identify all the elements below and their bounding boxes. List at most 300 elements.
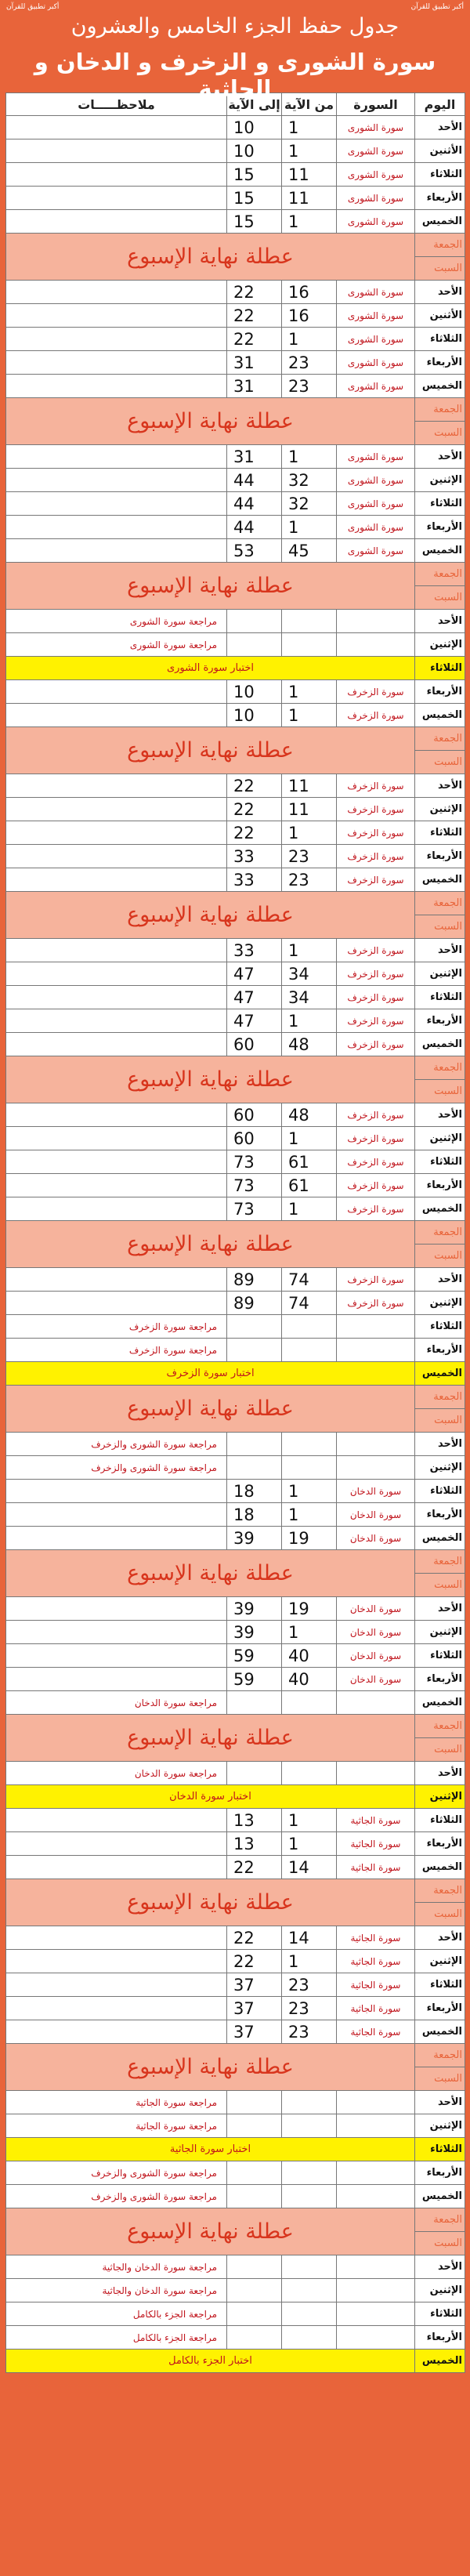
to-verse-cell: 18 — [227, 1480, 282, 1503]
weekend-row — [6, 1715, 465, 1738]
surah-cell: سورة الشورى — [337, 469, 415, 492]
day-cell: الخميس — [415, 375, 465, 398]
from-verse-cell — [282, 2302, 337, 2326]
table-row — [6, 1832, 465, 1856]
notes-cell — [6, 986, 227, 1009]
day-cell: الإثنين — [415, 962, 465, 986]
day-cell: السبت — [415, 1574, 465, 1597]
day-cell: الجمعة — [415, 1056, 465, 1080]
weekend-row — [6, 2044, 465, 2067]
day-cell: الأحد — [415, 1433, 465, 1456]
surah-cell: سورة الجاثية — [337, 1997, 415, 2020]
to-verse-cell — [227, 1456, 282, 1480]
table-row — [6, 1973, 465, 1997]
from-verse-cell — [282, 633, 337, 657]
from-verse-cell: 16 — [282, 281, 337, 304]
notes-cell — [6, 281, 227, 304]
table-row — [6, 845, 465, 868]
notes-cell — [6, 469, 227, 492]
column-header-day: اليوم — [415, 93, 465, 116]
from-verse-cell: 11 — [282, 774, 337, 798]
day-cell: الأربعاء — [415, 1174, 465, 1197]
notes-cell: مراجعة الجزء بالكامل — [6, 2326, 227, 2350]
from-verse-cell: 19 — [282, 1527, 337, 1550]
from-verse-cell: 11 — [282, 163, 337, 187]
weekend-banner: عطلة نهاية الإسبوع — [6, 1386, 415, 1433]
to-verse-cell: 73 — [227, 1197, 282, 1221]
table-row — [6, 469, 465, 492]
to-verse-cell: 39 — [227, 1527, 282, 1550]
to-verse-cell: 73 — [227, 1150, 282, 1174]
table-row — [6, 2302, 465, 2326]
from-verse-cell: 1 — [282, 1503, 337, 1527]
notes-cell — [6, 868, 227, 892]
to-verse-cell: 15 — [227, 163, 282, 187]
table-row — [6, 539, 465, 563]
table-row — [6, 1762, 465, 1785]
table-row — [6, 1433, 465, 1456]
notes-cell — [6, 1856, 227, 1879]
day-cell: الخميس — [415, 539, 465, 563]
day-cell: السبت — [415, 586, 465, 610]
weekend-row — [6, 1386, 465, 1409]
day-cell: الثلاثاء — [415, 657, 465, 680]
day-cell: الخميس — [415, 1033, 465, 1056]
notes-cell — [6, 1973, 227, 1997]
to-verse-cell: 47 — [227, 1009, 282, 1033]
notes-cell — [6, 680, 227, 704]
from-verse-cell: 1 — [282, 1809, 337, 1832]
exam-row — [6, 2138, 465, 2161]
day-cell: الخميس — [415, 2185, 465, 2208]
day-cell: الأربعاء — [415, 351, 465, 375]
day-cell: الأحد — [415, 774, 465, 798]
surah-cell: سورة الدخان — [337, 1621, 415, 1644]
table-row — [6, 962, 465, 986]
day-cell: الخميس — [415, 2350, 465, 2373]
day-cell: الخميس — [415, 1197, 465, 1221]
surah-cell: سورة الزخرف — [337, 868, 415, 892]
to-verse-cell — [227, 2114, 282, 2138]
table-row — [6, 939, 465, 962]
table-row — [6, 2091, 465, 2114]
to-verse-cell: 44 — [227, 469, 282, 492]
table-row — [6, 774, 465, 798]
day-cell: السبت — [415, 751, 465, 774]
day-cell: الأربعاء — [415, 845, 465, 868]
surah-cell — [337, 2302, 415, 2326]
day-cell: الثلاثاء — [415, 1809, 465, 1832]
day-cell: الخميس — [415, 1362, 465, 1386]
table-row — [6, 1292, 465, 1315]
exam-label: اختبار سورة الدخان — [6, 1785, 415, 1809]
table-row — [6, 116, 465, 139]
weekend-row — [6, 234, 465, 257]
table-row — [6, 516, 465, 539]
table-body — [6, 116, 465, 2373]
column-header-from: من الآية — [282, 93, 337, 116]
notes-cell — [6, 1621, 227, 1644]
surah-cell — [337, 2091, 415, 2114]
surah-cell — [337, 2255, 415, 2279]
day-cell: الخميس — [415, 868, 465, 892]
surah-cell: سورة الزخرف — [337, 939, 415, 962]
day-cell: الخميس — [415, 1691, 465, 1715]
from-verse-cell: 1 — [282, 1832, 337, 1856]
from-verse-cell: 19 — [282, 1597, 337, 1621]
from-verse-cell: 1 — [282, 821, 337, 845]
from-verse-cell: 23 — [282, 375, 337, 398]
day-cell: الأربعاء — [415, 1339, 465, 1362]
surah-cell: سورة الشورى — [337, 163, 415, 187]
weekend-banner: عطلة نهاية الإسبوع — [6, 1715, 415, 1762]
from-verse-cell: 14 — [282, 1856, 337, 1879]
to-verse-cell: 31 — [227, 351, 282, 375]
notes-cell — [6, 845, 227, 868]
notes-cell — [6, 1033, 227, 1056]
day-cell: الأربعاء — [415, 1009, 465, 1033]
from-verse-cell — [282, 1456, 337, 1480]
to-verse-cell: 89 — [227, 1292, 282, 1315]
to-verse-cell: 15 — [227, 187, 282, 210]
weekend-banner: عطلة نهاية الإسبوع — [6, 2208, 415, 2255]
day-cell: الجمعة — [415, 1879, 465, 1903]
surah-cell — [337, 2185, 415, 2208]
day-cell: السبت — [415, 1903, 465, 1926]
from-verse-cell: 40 — [282, 1644, 337, 1668]
notes-cell: مراجعة سورة الشورى والزخرف — [6, 1456, 227, 1480]
day-cell: السبت — [415, 257, 465, 281]
to-verse-cell: 59 — [227, 1668, 282, 1691]
day-cell: الجمعة — [415, 2208, 465, 2232]
weekend-row — [6, 1221, 465, 1245]
weekend-row — [6, 398, 465, 422]
surah-cell: سورة الزخرف — [337, 1009, 415, 1033]
to-verse-cell: 39 — [227, 1597, 282, 1621]
to-verse-cell: 59 — [227, 1644, 282, 1668]
from-verse-cell: 14 — [282, 1926, 337, 1950]
notes-cell — [6, 1997, 227, 2020]
surah-cell: سورة الشورى — [337, 210, 415, 234]
to-verse-cell: 22 — [227, 1856, 282, 1879]
exam-label: اختبار سورة الزخرف — [6, 1362, 415, 1386]
day-cell: الأحد — [415, 939, 465, 962]
day-cell: الجمعة — [415, 234, 465, 257]
notes-cell: مراجعة سورة الزخرف — [6, 1315, 227, 1339]
day-cell: الإثنين — [415, 2114, 465, 2138]
table-row — [6, 1856, 465, 1879]
to-verse-cell — [227, 2302, 282, 2326]
notes-cell: مراجعة سورة الزخرف — [6, 1339, 227, 1362]
exam-row — [6, 2350, 465, 2373]
to-verse-cell: 37 — [227, 1997, 282, 2020]
notes-cell — [6, 939, 227, 962]
to-verse-cell: 60 — [227, 1127, 282, 1150]
notes-cell — [6, 1597, 227, 1621]
surah-cell: سورة الزخرف — [337, 1292, 415, 1315]
from-verse-cell: 34 — [282, 986, 337, 1009]
table-row — [6, 445, 465, 469]
notes-cell — [6, 1950, 227, 1973]
from-verse-cell — [282, 1762, 337, 1785]
notes-cell — [6, 492, 227, 516]
notes-cell — [6, 1809, 227, 1832]
surah-cell: سورة الشورى — [337, 281, 415, 304]
day-cell: الجمعة — [415, 1715, 465, 1738]
surah-cell: سورة الزخرف — [337, 986, 415, 1009]
weekend-row — [6, 1550, 465, 1574]
notes-cell: مراجعة سورة الدخان والجاثية — [6, 2279, 227, 2302]
from-verse-cell: 1 — [282, 139, 337, 163]
from-verse-cell: 1 — [282, 1127, 337, 1150]
surah-cell: سورة الشورى — [337, 445, 415, 469]
page-subtitle: سورة الشورى و الزخرف و الدخان و الجاثية — [34, 49, 436, 102]
surah-cell: سورة الدخان — [337, 1644, 415, 1668]
notes-cell: مراجعة سورة الشورى — [6, 610, 227, 633]
to-verse-cell: 22 — [227, 798, 282, 821]
weekend-row — [6, 1056, 465, 1080]
day-cell: الأحد — [415, 116, 465, 139]
from-verse-cell: 16 — [282, 304, 337, 328]
table-row — [6, 1997, 465, 2020]
column-header-surah: السورة — [337, 93, 415, 116]
to-verse-cell: 33 — [227, 845, 282, 868]
from-verse-cell: 1 — [282, 445, 337, 469]
to-verse-cell: 15 — [227, 210, 282, 234]
day-cell: الإثنين — [415, 1456, 465, 1480]
from-verse-cell — [282, 2279, 337, 2302]
table-row — [6, 610, 465, 633]
day-cell: الجمعة — [415, 727, 465, 751]
surah-cell — [337, 1456, 415, 1480]
surah-cell: سورة الزخرف — [337, 962, 415, 986]
table-row — [6, 163, 465, 187]
to-verse-cell: 10 — [227, 704, 282, 727]
surah-cell: سورة الجاثية — [337, 1926, 415, 1950]
to-verse-cell: 89 — [227, 1268, 282, 1292]
from-verse-cell: 1 — [282, 939, 337, 962]
weekend-row — [6, 1879, 465, 1903]
table-row — [6, 2326, 465, 2350]
day-cell: الإثنين — [415, 633, 465, 657]
weekend-banner: عطلة نهاية الإسبوع — [6, 1221, 415, 1268]
to-verse-cell: 60 — [227, 1103, 282, 1127]
from-verse-cell: 23 — [282, 2020, 337, 2044]
day-cell: الإثنين — [415, 469, 465, 492]
notes-cell — [6, 704, 227, 727]
notes-cell — [6, 1527, 227, 1550]
table-row — [6, 2114, 465, 2138]
surah-cell — [337, 1315, 415, 1339]
notes-cell: مراجعة سورة الدخان — [6, 1762, 227, 1785]
surah-cell: سورة الدخان — [337, 1527, 415, 1550]
day-cell: الثلاثاء — [415, 2302, 465, 2326]
notes-cell — [6, 445, 227, 469]
weekend-banner: عطلة نهاية الإسبوع — [6, 234, 415, 281]
day-cell: الخميس — [415, 1527, 465, 1550]
day-cell: الأربعاء — [415, 1832, 465, 1856]
from-verse-cell: 74 — [282, 1292, 337, 1315]
from-verse-cell: 1 — [282, 210, 337, 234]
day-cell: السبت — [415, 915, 465, 939]
table-row — [6, 986, 465, 1009]
table-row — [6, 492, 465, 516]
table-row — [6, 2020, 465, 2044]
notes-cell — [6, 1644, 227, 1668]
from-verse-cell: 32 — [282, 469, 337, 492]
notes-cell — [6, 1268, 227, 1292]
to-verse-cell: 22 — [227, 821, 282, 845]
surah-cell: سورة الجاثية — [337, 1809, 415, 1832]
to-verse-cell — [227, 1691, 282, 1715]
day-cell: الجمعة — [415, 398, 465, 422]
surah-cell: سورة الزخرف — [337, 1174, 415, 1197]
day-cell: السبت — [415, 1080, 465, 1103]
table-row — [6, 2255, 465, 2279]
table-row — [6, 798, 465, 821]
from-verse-cell: 48 — [282, 1033, 337, 1056]
surah-cell: سورة الجاثية — [337, 1856, 415, 1879]
surah-cell: سورة الجاثية — [337, 1950, 415, 1973]
table-row — [6, 328, 465, 351]
from-verse-cell: 61 — [282, 1150, 337, 1174]
weekend-banner: عطلة نهاية الإسبوع — [6, 1879, 415, 1926]
day-cell: الإثنين — [415, 1127, 465, 1150]
day-cell: السبت — [415, 422, 465, 445]
from-verse-cell — [282, 1315, 337, 1339]
surah-cell: سورة الشورى — [337, 375, 415, 398]
table-row — [6, 281, 465, 304]
table-row — [6, 868, 465, 892]
from-verse-cell: 1 — [282, 1197, 337, 1221]
to-verse-cell: 13 — [227, 1832, 282, 1856]
to-verse-cell — [227, 1339, 282, 1362]
notes-cell — [6, 1480, 227, 1503]
day-cell: الأربعاء — [415, 516, 465, 539]
day-cell: الثلاثاء — [415, 821, 465, 845]
from-verse-cell: 32 — [282, 492, 337, 516]
to-verse-cell — [227, 2326, 282, 2350]
notes-cell — [6, 539, 227, 563]
to-verse-cell — [227, 610, 282, 633]
notes-cell — [6, 798, 227, 821]
notes-cell — [6, 1668, 227, 1691]
day-cell: السبت — [415, 2067, 465, 2091]
to-verse-cell: 47 — [227, 986, 282, 1009]
table-row — [6, 1197, 465, 1221]
from-verse-cell — [282, 1691, 337, 1715]
weekend-row — [6, 892, 465, 915]
surah-cell — [337, 633, 415, 657]
table-row — [6, 680, 465, 704]
day-cell: الجمعة — [415, 1386, 465, 1409]
column-header-notes: ملاحظـــــات — [6, 93, 227, 116]
from-verse-cell: 23 — [282, 868, 337, 892]
notes-cell — [6, 1174, 227, 1197]
from-verse-cell: 23 — [282, 1973, 337, 1997]
exam-label: اختبار سورة الجاثية — [6, 2138, 415, 2161]
day-cell: الأربعاء — [415, 2161, 465, 2185]
day-cell: الأربعاء — [415, 1997, 465, 2020]
table-row — [6, 1150, 465, 1174]
to-verse-cell: 47 — [227, 962, 282, 986]
to-verse-cell — [227, 2255, 282, 2279]
notes-cell: مراجعة الجزء بالكامل — [6, 2302, 227, 2326]
table-row — [6, 1268, 465, 1292]
to-verse-cell: 10 — [227, 680, 282, 704]
column-header-to: إلى الآية — [227, 93, 282, 116]
table-row — [6, 2185, 465, 2208]
weekend-row — [6, 2208, 465, 2232]
day-cell: الجمعة — [415, 2044, 465, 2067]
table-row — [6, 1009, 465, 1033]
day-cell: الأحد — [415, 610, 465, 633]
to-verse-cell: 73 — [227, 1174, 282, 1197]
surah-cell: سورة الشورى — [337, 516, 415, 539]
to-verse-cell: 53 — [227, 539, 282, 563]
weekend-banner: عطلة نهاية الإسبوع — [6, 2044, 415, 2091]
table-row — [6, 1644, 465, 1668]
surah-cell: سورة الدخان — [337, 1503, 415, 1527]
to-verse-cell: 22 — [227, 328, 282, 351]
table-row — [6, 704, 465, 727]
surah-cell: سورة الدخان — [337, 1597, 415, 1621]
from-verse-cell: 1 — [282, 1480, 337, 1503]
exam-row — [6, 1785, 465, 1809]
notes-cell: مراجعة سورة الشورى والزخرف — [6, 2185, 227, 2208]
exam-label: اختبار سورة الشورى — [6, 657, 415, 680]
schedule-table — [5, 92, 465, 2373]
to-verse-cell: 37 — [227, 1973, 282, 1997]
table-row — [6, 1668, 465, 1691]
day-cell: الأحد — [415, 1268, 465, 1292]
to-verse-cell: 44 — [227, 516, 282, 539]
surah-cell: سورة الزخرف — [337, 1197, 415, 1221]
surah-cell: سورة الدخان — [337, 1480, 415, 1503]
notes-cell: مراجعة سورة الدخان — [6, 1691, 227, 1715]
day-cell: الأثنين — [415, 304, 465, 328]
notes-cell — [6, 139, 227, 163]
weekend-banner: عطلة نهاية الإسبوع — [6, 727, 415, 774]
from-verse-cell: 1 — [282, 516, 337, 539]
day-cell: الثلاثاء — [415, 163, 465, 187]
from-verse-cell: 23 — [282, 1997, 337, 2020]
notes-cell: مراجعة سورة الشورى والزخرف — [6, 1433, 227, 1456]
weekend-banner: عطلة نهاية الإسبوع — [6, 398, 415, 445]
day-cell: الأثنين — [415, 139, 465, 163]
notes-cell — [6, 1150, 227, 1174]
surah-cell: سورة الجاثية — [337, 1973, 415, 1997]
from-verse-cell — [282, 2114, 337, 2138]
to-verse-cell: 33 — [227, 868, 282, 892]
table-row — [6, 1926, 465, 1950]
to-verse-cell — [227, 2185, 282, 2208]
day-cell: الخميس — [415, 210, 465, 234]
notes-cell: مراجعة سورة الشورى والزخرف — [6, 2161, 227, 2185]
day-cell: الثلاثاء — [415, 328, 465, 351]
to-verse-cell — [227, 2091, 282, 2114]
day-cell: الخميس — [415, 2020, 465, 2044]
day-cell: السبت — [415, 1738, 465, 1762]
notes-cell — [6, 1292, 227, 1315]
day-cell: الإثنين — [415, 798, 465, 821]
notes-cell — [6, 375, 227, 398]
day-cell: الأحد — [415, 445, 465, 469]
day-cell: الأحد — [415, 1103, 465, 1127]
notes-cell: مراجعة سورة الشورى — [6, 633, 227, 657]
table-row — [6, 1503, 465, 1527]
to-verse-cell: 39 — [227, 1621, 282, 1644]
